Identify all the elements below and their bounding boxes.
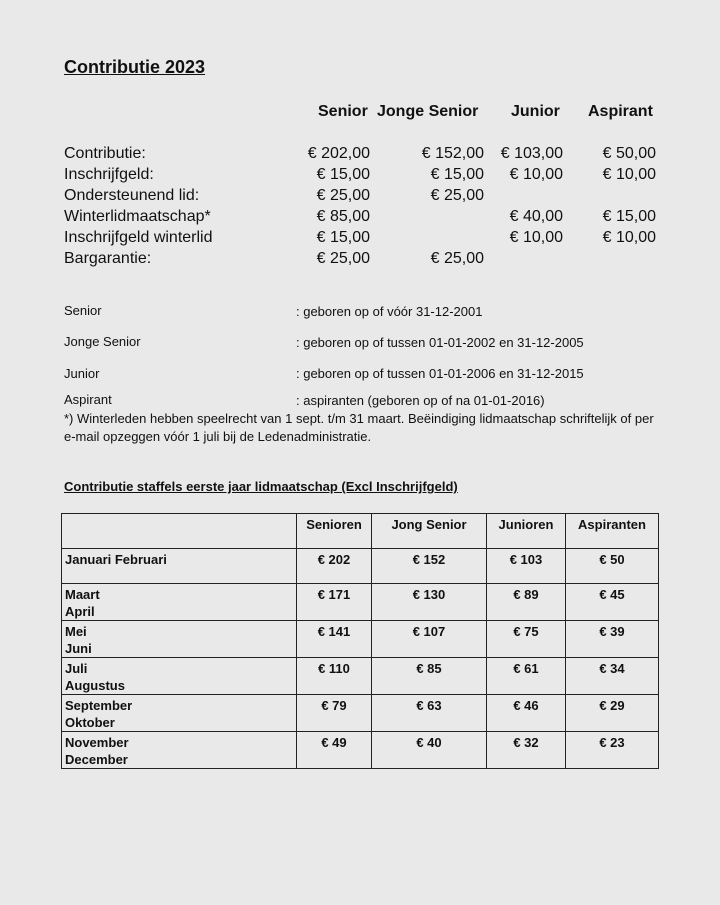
table-row [62,549,659,584]
price-cell: € 107 [372,621,487,658]
period-cell [62,695,297,732]
price-cell: € 23 [566,732,659,769]
period-cell [62,658,297,695]
period-label: Januari Februari [65,552,167,567]
fee-value: € 25,00 [430,187,484,204]
price-cell: € 32 [487,732,566,769]
fee-column-header: Junior [511,103,560,120]
price-cell: € 79 [297,695,372,732]
definition-label: Junior [64,366,100,381]
fee-row-label: Bargarantie: [64,250,152,267]
definition-text: : geboren op of tussen 01-01-2002 en 31-12-2005 [296,335,584,350]
winter-member-note: *) Winterleden hebben speelrecht van 1 sept. t/m 31 maart. Beëindiging lidmaatschap schriftelijk of per e-mail opzeggen vóór 1 juli bij de Ledenadministratie. [64,411,654,444]
fee-column-header: Aspirant [588,103,653,120]
period-cell [62,549,297,584]
table-header-cell: Jong Senior [372,514,487,549]
definition-text: : aspiranten (geboren op of na 01-01-2016) [296,393,545,408]
definition-label: Aspirant [64,392,112,407]
table-header-cell: Senioren [297,514,372,549]
fee-value: € 103,00 [500,145,563,162]
price-cell: € 63 [372,695,487,732]
staffel-table [61,513,659,769]
price-cell: € 45 [566,584,659,621]
fee-value: € 10,00 [509,166,563,183]
fee-value: € 10,00 [602,166,656,183]
fee-value: € 40,00 [509,208,563,225]
fee-value: € 15,00 [430,166,484,183]
fee-value: € 10,00 [602,229,656,246]
price-cell: € 40 [372,732,487,769]
price-cell: € 141 [297,621,372,658]
table-row [62,658,659,695]
price-cell: € 85 [372,658,487,695]
price-cell: € 202 [297,549,372,584]
staffel-title: Contributie staffels eerste jaar lidmaatschap (Excl Inschrijfgeld) [64,479,458,494]
price-cell: € 103 [487,549,566,584]
table-header-cell: Junioren [487,514,566,549]
period-cell [62,621,297,658]
definition-label: Senior [64,303,102,318]
price-cell: € 49 [297,732,372,769]
period-label: Juli [65,661,88,676]
fee-value: € 15,00 [316,166,370,183]
price-cell: € 61 [487,658,566,695]
price-cell: € 50 [566,549,659,584]
fee-value: € 50,00 [602,145,656,162]
fee-value: € 15,00 [602,208,656,225]
fee-column-header: Senior [318,103,368,120]
period-label: December [65,752,128,767]
period-label: Maart [65,587,100,602]
definition-text: : geboren op of tussen 01-01-2006 en 31-12-2015 [296,366,584,381]
table-row [62,621,659,658]
fee-value: € 202,00 [307,145,370,162]
price-cell: € 75 [487,621,566,658]
fee-value: € 25,00 [316,250,370,267]
fee-row-label: Inschrijfgeld winterlid [64,229,213,246]
fee-value: € 85,00 [316,208,370,225]
period-cell [62,584,297,621]
fee-value: € 25,00 [316,187,370,204]
table-row [62,584,659,621]
price-cell: € 34 [566,658,659,695]
price-cell: € 29 [566,695,659,732]
table-header-cell [62,514,297,549]
period-label: Oktober [65,715,115,730]
table-row [62,695,659,732]
period-label: November [65,735,129,750]
definition-label: Jonge Senior [64,334,141,349]
period-label: April [65,604,95,619]
period-cell [62,732,297,769]
table-row [62,732,659,769]
definition-text: : geboren op of vóór 31-12-2001 [296,304,483,319]
fee-value: € 15,00 [316,229,370,246]
period-label: Mei [65,624,87,639]
fee-row-label: Winterlidmaatschap* [64,208,211,225]
table-header-row [62,514,659,549]
fee-row-label: Inschrijfgeld: [64,166,154,183]
page-title: Contributie 2023 [64,57,206,77]
price-cell: € 130 [372,584,487,621]
fee-row-label: Ondersteunend lid: [64,187,200,204]
fee-value: € 152,00 [421,145,484,162]
price-cell: € 46 [487,695,566,732]
price-cell: € 89 [487,584,566,621]
price-cell: € 152 [372,549,487,584]
fee-value: € 10,00 [509,229,563,246]
period-label: September [65,698,133,713]
price-cell: € 171 [297,584,372,621]
fee-column-header: Jonge Senior [377,103,479,120]
fee-value: € 25,00 [430,250,484,267]
price-cell: € 39 [566,621,659,658]
price-cell: € 110 [297,658,372,695]
period-label: Juni [65,641,92,656]
fee-row-label: Contributie: [64,145,146,162]
period-label: Augustus [65,678,125,693]
table-header-cell: Aspiranten [566,514,659,549]
